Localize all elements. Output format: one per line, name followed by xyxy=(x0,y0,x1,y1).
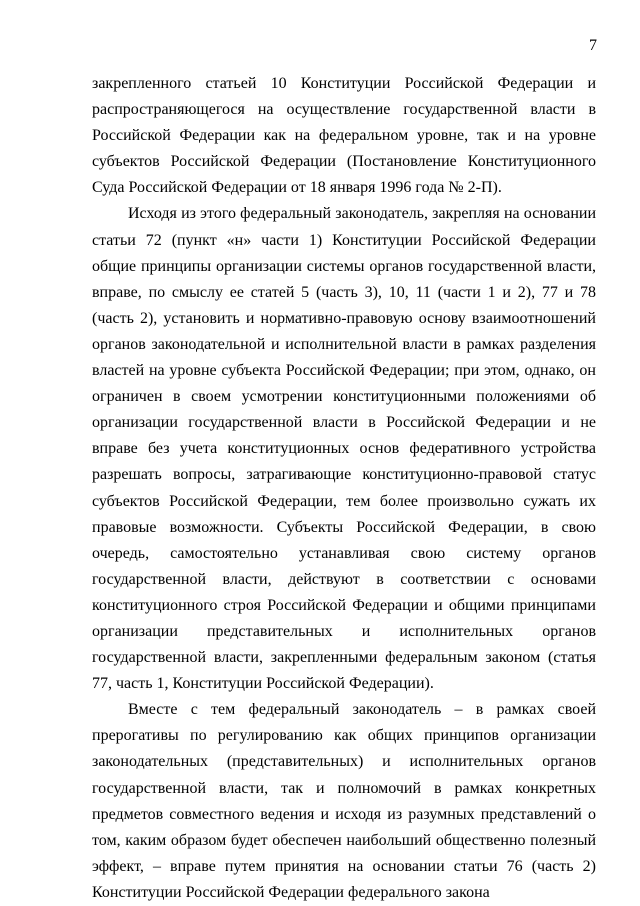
paragraph: Исходя из этого федеральный законодатель, закрепляя на основании статьи 72 (пункт «н» части 1) Конституции Российской Федерации общие принципы организации системы органов государственной власти, вправе, по смыслу ее статей 5 (часть 3), 10, 11 (части 1 и 2), 77 и 78 (часть 2), установить и нормативно-правовую основу взаимоотношений органов законодательной и исполнительной власти в рамках разделения властей на уровне субъекта Российской Федерации; при этом, однако, он ограничен в своем усмотрении конституционными положениями об организации государственной власти в Российской Федерации и не вправе без учета конституционных основ федеративного устройства разрешать вопросы, затрагивающие конституционно-правовой статус субъектов Российской Федерации, тем более произвольно сужать их правовые возможности. Субъекты Российской Федерации, в свою очередь, самостоятельно устанавливая свою систему органов государственной власти, действуют в соответствии с основами конституционного строя Российской Федерации и общими принципами организации представительных и исполнительных органов государственной власти, закрепленными федеральным законом (статья 77, часть 1, Конституции Российской Федерации). xyxy=(92,205,596,693)
paragraph: Вместе с тем федеральный законодатель – в рамках своей прерогативы по регулированию как общих принципов организации законодательных (представительных) и исполнительных органов государственной власти, так и полномочий в рамках конкретных предметов совместного ведения и исходя из разумных представлений о том, каким образом будет обеспечен наибольший общественно полезный эффект, – вправе путем принятия на основании статьи 76 (часть 2) Конституции Российской Федерации федерального закона xyxy=(92,701,596,901)
page-number: 7 xyxy=(589,37,597,54)
paragraph-continuation: закрепленного статьей 10 Конституции Российской Федерации и распространяющегося на осуществление государственной власти в Российской Федерации как на федеральном уровне, так и на уровне субъектов Российской Федерации (Постановление Конституционного Суда Российской Федерации от 18 января 1996 года № 2-П). xyxy=(92,75,596,197)
body-text xyxy=(92,71,596,906)
